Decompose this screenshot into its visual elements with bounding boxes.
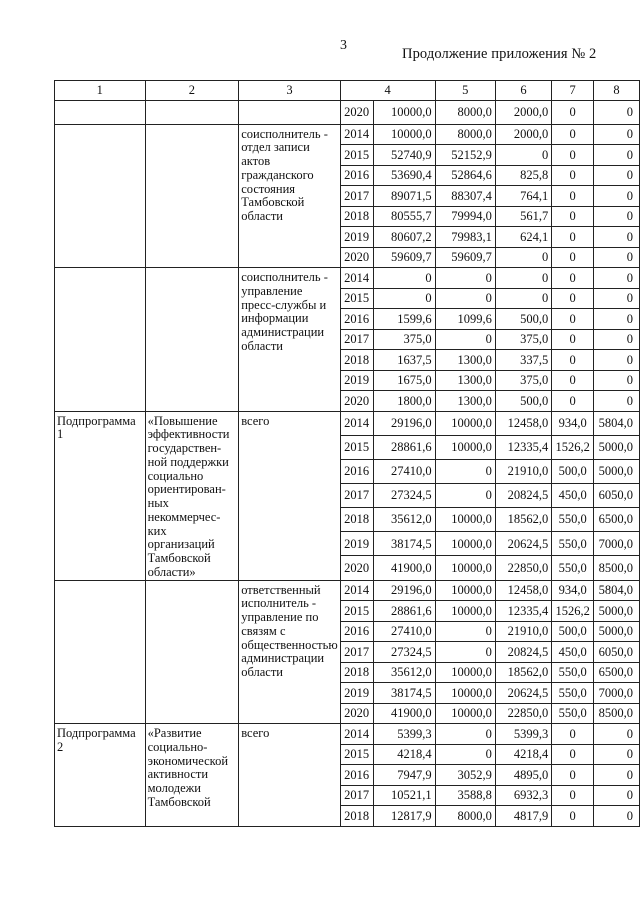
year-cell: 2017 <box>340 642 373 663</box>
local-cell: 550,0 <box>552 532 594 556</box>
total-cell: 0 <box>373 288 435 309</box>
section-col1-cell <box>55 101 146 125</box>
other-cell: 0 <box>594 124 640 145</box>
section-col1-cell <box>55 580 146 724</box>
local-cell: 0 <box>552 350 594 371</box>
local-cell: 500,0 <box>552 459 594 483</box>
year-cell: 2015 <box>340 744 373 765</box>
other-cell: 0 <box>594 268 640 289</box>
federal-cell: 10000,0 <box>435 662 495 683</box>
total-cell: 1599,6 <box>373 309 435 330</box>
federal-cell: 0 <box>435 268 495 289</box>
local-cell: 550,0 <box>552 703 594 724</box>
local-cell: 0 <box>552 165 594 186</box>
section-col3-cell: соисполнитель - управление пресс-службы и информации администрации области <box>239 268 340 412</box>
local-cell: 0 <box>552 370 594 391</box>
year-cell: 2017 <box>340 785 373 806</box>
total-cell: 27324,5 <box>373 642 435 663</box>
total-cell: 38174,5 <box>373 683 435 704</box>
total-cell: 41900,0 <box>373 556 435 580</box>
total-cell: 35612,0 <box>373 662 435 683</box>
local-cell: 0 <box>552 765 594 786</box>
regional-cell: 375,0 <box>495 370 551 391</box>
total-cell: 12817,9 <box>373 806 435 827</box>
section-col3-cell: всего <box>239 411 340 580</box>
local-cell: 550,0 <box>552 508 594 532</box>
regional-cell: 0 <box>495 268 551 289</box>
total-cell: 10000,0 <box>373 124 435 145</box>
total-cell: 1637,5 <box>373 350 435 371</box>
other-cell: 7000,0 <box>594 683 640 704</box>
year-cell: 2015 <box>340 288 373 309</box>
other-cell: 0 <box>594 227 640 248</box>
regional-cell: 4817,9 <box>495 806 551 827</box>
other-cell: 5804,0 <box>594 411 640 435</box>
section-col3-cell: ответственный исполнитель - управление по связям с общественностью администрации области <box>239 580 340 724</box>
total-cell: 35612,0 <box>373 508 435 532</box>
other-cell: 5000,0 <box>594 621 640 642</box>
total-cell: 7947,9 <box>373 765 435 786</box>
total-cell: 5399,3 <box>373 724 435 745</box>
other-cell: 0 <box>594 288 640 309</box>
other-cell: 0 <box>594 247 640 268</box>
other-cell: 0 <box>594 806 640 827</box>
other-cell: 7000,0 <box>594 532 640 556</box>
total-cell: 375,0 <box>373 329 435 350</box>
local-cell: 450,0 <box>552 642 594 663</box>
appendix-title: Продолжение приложения № 2 <box>402 46 597 62</box>
header-cell-5: 5 <box>435 81 495 101</box>
total-cell: 29196,0 <box>373 411 435 435</box>
federal-cell: 10000,0 <box>435 601 495 622</box>
year-cell: 2019 <box>340 683 373 704</box>
federal-cell: 10000,0 <box>435 703 495 724</box>
local-cell: 0 <box>552 785 594 806</box>
section-col1-cell: Подпрограмма 2 <box>55 724 146 827</box>
section-col3-cell: соисполнитель - отдел записи актов гражданского состояния Тамбовской области <box>239 124 340 268</box>
section-col2-cell <box>145 268 239 412</box>
regional-cell: 5399,3 <box>495 724 551 745</box>
total-cell: 27410,0 <box>373 459 435 483</box>
total-cell: 38174,5 <box>373 532 435 556</box>
local-cell: 0 <box>552 145 594 166</box>
local-cell: 0 <box>552 268 594 289</box>
other-cell: 6500,0 <box>594 508 640 532</box>
local-cell: 0 <box>552 806 594 827</box>
total-cell: 52740,9 <box>373 145 435 166</box>
local-cell: 0 <box>552 186 594 207</box>
table-row <box>55 580 640 601</box>
regional-cell: 6932,3 <box>495 785 551 806</box>
year-cell: 2017 <box>340 186 373 207</box>
federal-cell: 52152,9 <box>435 145 495 166</box>
section-col2-cell <box>145 124 239 268</box>
regional-cell: 561,7 <box>495 206 551 227</box>
section-col2-cell <box>145 580 239 724</box>
regional-cell: 20824,5 <box>495 483 551 507</box>
federal-cell: 0 <box>435 621 495 642</box>
local-cell: 0 <box>552 124 594 145</box>
other-cell: 0 <box>594 744 640 765</box>
header-cell-1: 1 <box>55 81 146 101</box>
other-cell: 0 <box>594 391 640 412</box>
year-cell: 2014 <box>340 268 373 289</box>
year-cell: 2014 <box>340 411 373 435</box>
federal-cell: 3052,9 <box>435 765 495 786</box>
federal-cell: 1300,0 <box>435 391 495 412</box>
budget-table <box>54 80 640 827</box>
regional-cell: 20824,5 <box>495 642 551 663</box>
year-cell: 2018 <box>340 350 373 371</box>
local-cell: 0 <box>552 247 594 268</box>
section-col2-cell: «Развитие социально-экономической активности молодежи Тамбовской <box>145 724 239 827</box>
local-cell: 0 <box>552 227 594 248</box>
local-cell: 0 <box>552 309 594 330</box>
regional-cell: 2000,0 <box>495 101 551 125</box>
total-cell: 1675,0 <box>373 370 435 391</box>
total-cell: 59609,7 <box>373 247 435 268</box>
regional-cell: 2000,0 <box>495 124 551 145</box>
federal-cell: 0 <box>435 459 495 483</box>
regional-cell: 4895,0 <box>495 765 551 786</box>
total-cell: 89071,5 <box>373 186 435 207</box>
federal-cell: 0 <box>435 288 495 309</box>
other-cell: 0 <box>594 370 640 391</box>
federal-cell: 10000,0 <box>435 532 495 556</box>
header-cell-2: 2 <box>145 81 239 101</box>
year-cell: 2015 <box>340 145 373 166</box>
regional-cell: 337,5 <box>495 350 551 371</box>
total-cell: 10000,0 <box>373 101 435 125</box>
page-number: 3 <box>340 38 347 53</box>
regional-cell: 21910,0 <box>495 459 551 483</box>
year-cell: 2020 <box>340 391 373 412</box>
year-cell: 2016 <box>340 459 373 483</box>
year-cell: 2014 <box>340 580 373 601</box>
regional-cell: 20624,5 <box>495 683 551 704</box>
total-cell: 28861,6 <box>373 435 435 459</box>
local-cell: 0 <box>552 206 594 227</box>
year-cell: 2014 <box>340 124 373 145</box>
total-cell: 1800,0 <box>373 391 435 412</box>
total-cell: 41900,0 <box>373 703 435 724</box>
federal-cell: 3588,8 <box>435 785 495 806</box>
federal-cell: 8000,0 <box>435 124 495 145</box>
table-row <box>55 724 640 745</box>
header-cell-6: 6 <box>495 81 551 101</box>
total-cell: 80607,2 <box>373 227 435 248</box>
regional-cell: 0 <box>495 247 551 268</box>
year-cell: 2019 <box>340 532 373 556</box>
total-cell: 27324,5 <box>373 483 435 507</box>
section-col3-cell <box>239 101 340 125</box>
year-cell: 2018 <box>340 806 373 827</box>
year-cell: 2019 <box>340 227 373 248</box>
regional-cell: 18562,0 <box>495 662 551 683</box>
other-cell: 0 <box>594 101 640 125</box>
other-cell: 5804,0 <box>594 580 640 601</box>
federal-cell: 79983,1 <box>435 227 495 248</box>
federal-cell: 0 <box>435 642 495 663</box>
federal-cell: 0 <box>435 483 495 507</box>
other-cell: 0 <box>594 785 640 806</box>
other-cell: 0 <box>594 724 640 745</box>
year-cell: 2018 <box>340 662 373 683</box>
regional-cell: 0 <box>495 145 551 166</box>
total-cell: 27410,0 <box>373 621 435 642</box>
local-cell: 550,0 <box>552 662 594 683</box>
table-row <box>55 268 640 289</box>
other-cell: 0 <box>594 206 640 227</box>
table-row <box>55 101 640 125</box>
other-cell: 0 <box>594 165 640 186</box>
local-cell: 0 <box>552 288 594 309</box>
regional-cell: 22850,0 <box>495 556 551 580</box>
year-cell: 2018 <box>340 206 373 227</box>
federal-cell: 8000,0 <box>435 101 495 125</box>
federal-cell: 1300,0 <box>435 350 495 371</box>
other-cell: 0 <box>594 186 640 207</box>
regional-cell: 825,8 <box>495 165 551 186</box>
federal-cell: 0 <box>435 329 495 350</box>
other-cell: 6050,0 <box>594 642 640 663</box>
regional-cell: 12458,0 <box>495 580 551 601</box>
other-cell: 8500,0 <box>594 556 640 580</box>
total-cell: 28861,6 <box>373 601 435 622</box>
regional-cell: 764,1 <box>495 186 551 207</box>
regional-cell: 500,0 <box>495 309 551 330</box>
section-col2-cell: «Повышение эффективности государствен-ной поддержки социально ориентирован-ных некоммерчес-ких организаций Тамбовской области» <box>145 411 239 580</box>
local-cell: 500,0 <box>552 621 594 642</box>
table-row <box>55 411 640 435</box>
header-cell-4: 4 <box>340 81 435 101</box>
year-cell: 2019 <box>340 370 373 391</box>
regional-cell: 18562,0 <box>495 508 551 532</box>
header-row <box>55 81 640 101</box>
federal-cell: 1300,0 <box>435 370 495 391</box>
total-cell: 29196,0 <box>373 580 435 601</box>
year-cell: 2016 <box>340 309 373 330</box>
other-cell: 6050,0 <box>594 483 640 507</box>
table-row <box>55 124 640 145</box>
federal-cell: 0 <box>435 724 495 745</box>
header-cell-8: 8 <box>594 81 640 101</box>
federal-cell: 59609,7 <box>435 247 495 268</box>
year-cell: 2015 <box>340 601 373 622</box>
federal-cell: 1099,6 <box>435 309 495 330</box>
regional-cell: 4218,4 <box>495 744 551 765</box>
header-cell-3: 3 <box>239 81 340 101</box>
other-cell: 0 <box>594 350 640 371</box>
total-cell: 10521,1 <box>373 785 435 806</box>
local-cell: 0 <box>552 391 594 412</box>
year-cell: 2017 <box>340 483 373 507</box>
year-cell: 2020 <box>340 556 373 580</box>
regional-cell: 22850,0 <box>495 703 551 724</box>
local-cell: 450,0 <box>552 483 594 507</box>
year-cell: 2016 <box>340 621 373 642</box>
federal-cell: 79994,0 <box>435 206 495 227</box>
year-cell: 2015 <box>340 435 373 459</box>
federal-cell: 52864,6 <box>435 165 495 186</box>
regional-cell: 12335,4 <box>495 601 551 622</box>
federal-cell: 8000,0 <box>435 806 495 827</box>
local-cell: 1526,2 <box>552 601 594 622</box>
section-col1-cell <box>55 124 146 268</box>
local-cell: 934,0 <box>552 580 594 601</box>
federal-cell: 10000,0 <box>435 580 495 601</box>
section-col1-cell <box>55 268 146 412</box>
regional-cell: 624,1 <box>495 227 551 248</box>
federal-cell: 0 <box>435 744 495 765</box>
other-cell: 5000,0 <box>594 435 640 459</box>
other-cell: 6500,0 <box>594 662 640 683</box>
federal-cell: 10000,0 <box>435 508 495 532</box>
federal-cell: 88307,4 <box>435 186 495 207</box>
year-cell: 2016 <box>340 765 373 786</box>
local-cell: 0 <box>552 724 594 745</box>
year-cell: 2016 <box>340 165 373 186</box>
other-cell: 5000,0 <box>594 601 640 622</box>
year-cell: 2020 <box>340 101 373 125</box>
local-cell: 550,0 <box>552 556 594 580</box>
section-col1-cell: Подпрограмма 1 <box>55 411 146 580</box>
other-cell: 0 <box>594 765 640 786</box>
federal-cell: 10000,0 <box>435 435 495 459</box>
regional-cell: 375,0 <box>495 329 551 350</box>
total-cell: 4218,4 <box>373 744 435 765</box>
local-cell: 934,0 <box>552 411 594 435</box>
total-cell: 53690,4 <box>373 165 435 186</box>
local-cell: 0 <box>552 101 594 125</box>
other-cell: 5000,0 <box>594 459 640 483</box>
other-cell: 0 <box>594 309 640 330</box>
local-cell: 0 <box>552 744 594 765</box>
regional-cell: 12335,4 <box>495 435 551 459</box>
regional-cell: 20624,5 <box>495 532 551 556</box>
regional-cell: 500,0 <box>495 391 551 412</box>
regional-cell: 0 <box>495 288 551 309</box>
other-cell: 0 <box>594 145 640 166</box>
regional-cell: 12458,0 <box>495 411 551 435</box>
local-cell: 1526,2 <box>552 435 594 459</box>
other-cell: 0 <box>594 329 640 350</box>
total-cell: 0 <box>373 268 435 289</box>
year-cell: 2018 <box>340 508 373 532</box>
year-cell: 2020 <box>340 703 373 724</box>
section-col2-cell <box>145 101 239 125</box>
section-col3-cell: всего <box>239 724 340 827</box>
regional-cell: 21910,0 <box>495 621 551 642</box>
year-cell: 2020 <box>340 247 373 268</box>
federal-cell: 10000,0 <box>435 411 495 435</box>
local-cell: 0 <box>552 329 594 350</box>
year-cell: 2014 <box>340 724 373 745</box>
other-cell: 8500,0 <box>594 703 640 724</box>
local-cell: 550,0 <box>552 683 594 704</box>
federal-cell: 10000,0 <box>435 683 495 704</box>
federal-cell: 10000,0 <box>435 556 495 580</box>
year-cell: 2017 <box>340 329 373 350</box>
total-cell: 80555,7 <box>373 206 435 227</box>
header-cell-7: 7 <box>552 81 594 101</box>
